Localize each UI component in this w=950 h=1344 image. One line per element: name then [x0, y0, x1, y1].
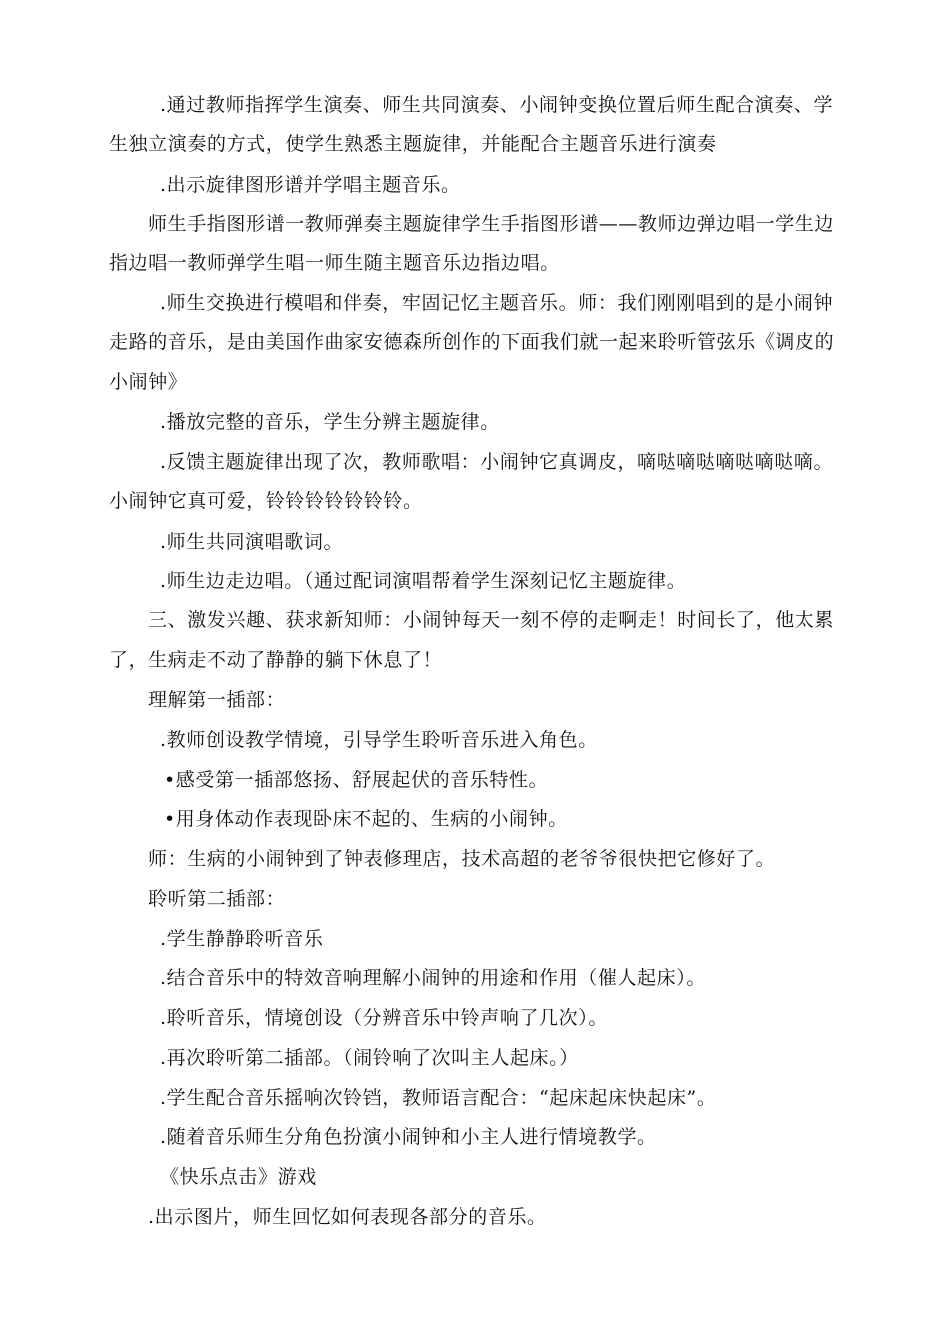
text-line: •用身体动作表现卧床不起的、生病的小闹钟。	[164, 808, 568, 830]
text-line: .反馈主题旋律出现了次，教师歌唱：小闹钟它真调皮，嘀哒嘀哒嘀哒嘀哒嘀。	[160, 451, 834, 473]
text-line: .通过教师指挥学生演奏、师生共同演奏、小闹钟变换位置后师生配合演奏、学	[160, 94, 834, 116]
text-line: .出示图片，师生回忆如何表现各部分的音乐。	[148, 1206, 547, 1228]
text-line: .师生共同演唱歌词。	[160, 531, 344, 553]
text-line: 三、激发兴趣、获求新知师：小闹钟每天一刻不停的走啊走！时间长了，他太累	[148, 609, 835, 631]
text-line: 了，生病走不动了静静的躺下休息了！	[109, 649, 443, 671]
text-line: .聆听音乐，情境创设（分辨音乐中铃声响了几次）。	[160, 1007, 608, 1029]
text-line: .出示旋律图形谱并学唱主题音乐。	[160, 174, 461, 196]
text-line: 师生手指图形谱一教师弹奏主题旋律学生手指图形谱——教师边弹边唱一学生边	[148, 213, 835, 235]
text-line: .随着音乐师生分角色扮演小闹钟和小主人进行情境教学。	[160, 1126, 657, 1148]
text-line: 指边唱一教师弹学生唱一师生随主题音乐边指边唱。	[109, 252, 560, 274]
text-line: 理解第一插部：	[148, 689, 286, 711]
text-line: •感受第一插部悠扬、舒展起伏的音乐特性。	[164, 769, 549, 791]
text-line: 《快乐点击》游戏	[160, 1166, 317, 1188]
text-line: .师生交换进行模唱和伴奏，牢固记忆主题音乐。师：我们刚刚唱到的是小闹钟	[160, 292, 834, 314]
text-line: .播放完整的音乐，学生分辨主题旋律。	[160, 411, 500, 433]
text-line: 小闹钟》	[109, 371, 188, 393]
text-line: .学生静静聆听音乐	[160, 928, 324, 950]
text-line: .教师创设教学情境，引导学生聆听音乐进入角色。	[160, 729, 598, 751]
text-line: 走路的音乐，是由美国作曲家安德森所创作的下面我们就一起来聆听管弦乐《调皮的	[109, 331, 835, 353]
text-line: .结合音乐中的特效音响理解小闹钟的用途和作用（催人起床）。	[160, 967, 706, 989]
text-line: 聆听第二插部：	[148, 888, 286, 910]
text-line: .师生边走边唱。（通过配词演唱帮着学生深刻记忆主题旋律。	[160, 570, 687, 592]
text-line: .学生配合音乐摇响次铃铛，教师语言配合：“起床起床快起床”。	[160, 1087, 717, 1109]
text-line: 师：生病的小闹钟到了钟表修理店，技术高超的老爷爷很快把它修好了。	[148, 848, 776, 870]
text-line: 小闹钟它真可爱，铃铃铃铃铃铃铃。	[109, 490, 423, 512]
text-line: 生独立演奏的方式，使学生熟悉主题旋律，并能配合主题音乐进行演奏	[109, 133, 717, 155]
text-line: .再次聆听第二插部。（闹铃响了次叫主人起床。）	[160, 1047, 579, 1069]
